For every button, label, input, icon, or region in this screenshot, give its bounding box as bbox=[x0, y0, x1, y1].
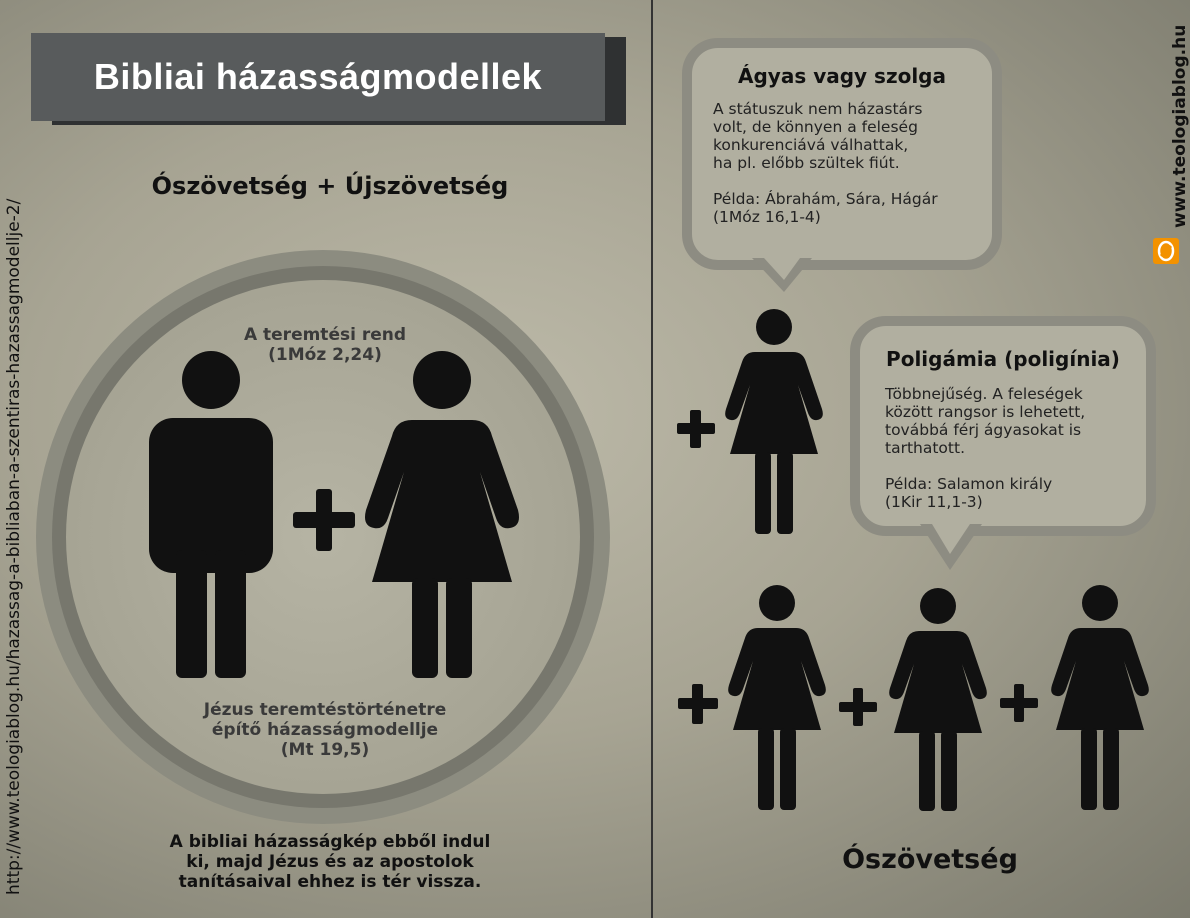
bubble1-tail bbox=[752, 258, 822, 294]
woman-icon bbox=[889, 588, 987, 811]
polygamy-body: Többnejűség. A feleségek között rangsor is lehetett, továbbá férj ágyasokat is tarthatott. Példa: Salamon király (1Kir 11,1-3) bbox=[885, 385, 1086, 511]
bubble2-tail bbox=[920, 524, 990, 572]
bottom-line-3: tanításaival ehhez is tér vissza. bbox=[178, 872, 482, 892]
woman-icon bbox=[1051, 585, 1149, 810]
plus-icon bbox=[839, 688, 877, 726]
page-title: Bibliai házasságmodellek bbox=[93, 56, 543, 97]
brand-url[interactable]: www.teologiablog.hu bbox=[1170, 24, 1190, 228]
plus-icon bbox=[1000, 684, 1038, 722]
creation-ref: (1Móz 2,24) bbox=[268, 345, 382, 365]
jesus-text-line2: építő házasságmodellje bbox=[211, 720, 439, 740]
concubine-figure bbox=[675, 308, 835, 538]
jesus-model-text bbox=[165, 700, 485, 740]
old-testament-label: Ószövetség bbox=[842, 844, 1018, 875]
man-icon bbox=[149, 351, 273, 678]
logo-glyph bbox=[1153, 238, 1179, 264]
woman-icon bbox=[725, 309, 823, 534]
title-banner bbox=[31, 33, 605, 121]
bottom-line-2: ki, majd Jézus és az apostolok bbox=[186, 852, 474, 872]
woman-icon bbox=[728, 585, 826, 810]
plus-icon bbox=[677, 410, 715, 448]
jesus-text-line1: Jézus teremtéstörténetre bbox=[203, 700, 447, 720]
center-divider bbox=[651, 0, 653, 918]
plus-icon bbox=[678, 684, 718, 724]
bottom-line-1: A bibliai házasságkép ebből indul bbox=[169, 832, 491, 852]
concubine-body: A státuszuk nem házastárs volt, de könnyen a feleség konkurenciává válhattak, ha pl. előbb szültek fiút. Példa: Ábrahám, Sára, Hágár (1Móz 16,1-4) bbox=[713, 100, 938, 226]
teologiablog-logo-icon bbox=[1153, 238, 1179, 264]
left-subtitle: Ószövetség + Újszövetség bbox=[151, 172, 509, 200]
bottom-left-text bbox=[140, 832, 520, 892]
creation-label: A teremtési rend bbox=[243, 325, 407, 345]
vertical-url: http://www.teologiablog.hu/hazassag-a-bibliaban-a-szentiras-hazassagmodellje-2/ bbox=[4, 198, 24, 895]
jesus-ref: (Mt 19,5) bbox=[280, 740, 370, 760]
concubine-title: Ágyas vagy szolga bbox=[738, 64, 946, 88]
plus-icon bbox=[293, 489, 355, 551]
couple-figures bbox=[140, 350, 530, 680]
polygamy-title: Poligámia (poligínia) bbox=[886, 347, 1120, 371]
woman-icon bbox=[365, 351, 519, 678]
three-wives-figures bbox=[676, 584, 1156, 814]
